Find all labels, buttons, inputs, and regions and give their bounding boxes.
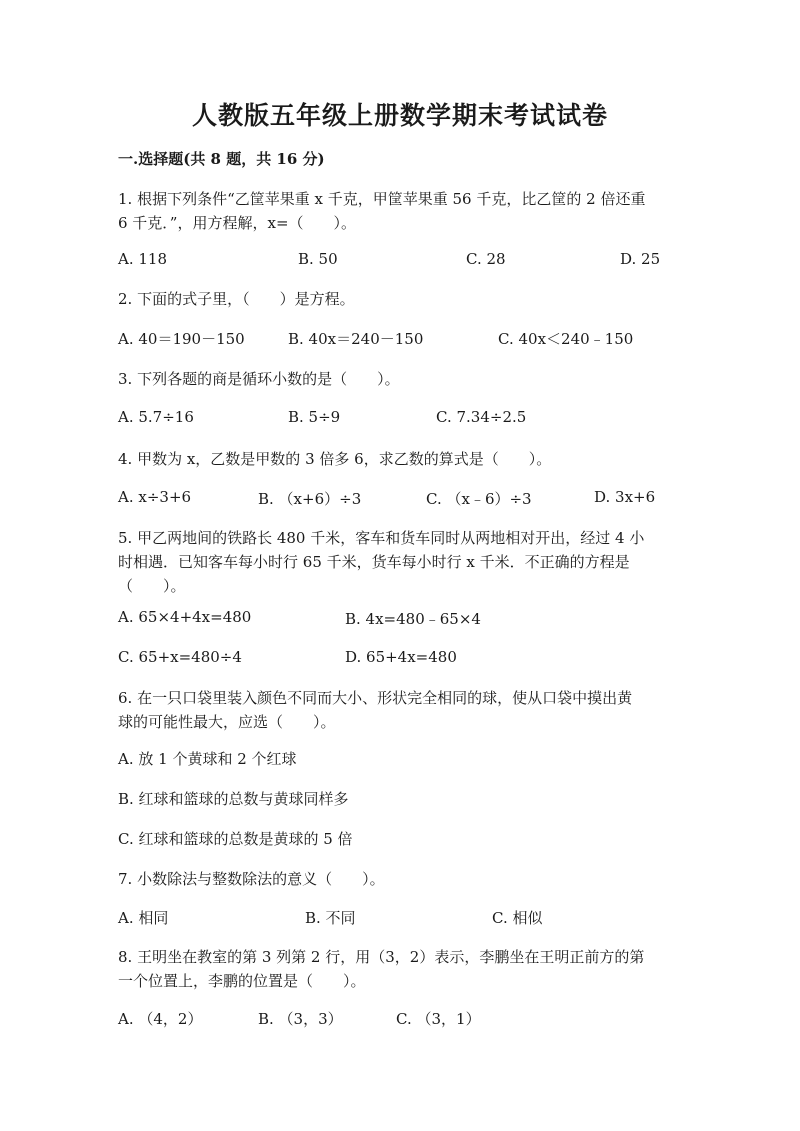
question-3-option-c[interactable]: C. 7.34÷2.5 xyxy=(436,408,527,426)
question-8-option-c[interactable]: C. （3，1） xyxy=(396,1010,481,1028)
question-3-option-b[interactable]: B. 5÷9 xyxy=(288,408,341,426)
page-title: 人教版五年级上册数学期末考试试卷 xyxy=(191,101,608,130)
question-8-text: 8. 王明坐在教室的第 3 列第 2 行，用（3，2）表示，李鹏坐在王明正前方的第 xyxy=(118,948,645,966)
section-heading: 一.选择题(共 8 题，共 16 分) xyxy=(118,150,325,168)
question-5-text: 5. 甲乙两地间的铁路长 480 千米，客车和货车同时从两地相对开出，经过 4 小 xyxy=(118,529,645,547)
question-2-option-c[interactable]: C. 40x＜240﹣150 xyxy=(498,330,634,348)
question-8-option-b[interactable]: B. （3，3） xyxy=(258,1010,343,1028)
question-1-option-b[interactable]: B. 50 xyxy=(298,250,338,268)
question-7-option-a[interactable]: A. 相同 xyxy=(118,909,169,927)
question-7-option-b[interactable]: B. 不同 xyxy=(305,909,356,927)
question-3-option-a[interactable]: A. 5.7÷16 xyxy=(118,408,194,426)
question-6-option-b[interactable]: B. 红球和篮球的总数与黄球同样多 xyxy=(118,790,349,808)
question-1-text: 1. 根据下列条件“乙筐苹果重 x 千克，甲筐苹果重 56 千克，比乙筐的 2 倍还重 xyxy=(118,190,646,208)
question-2-option-a[interactable]: A. 40＝190－150 xyxy=(118,330,245,348)
question-6-text-cont: 球的可能性最大，应选（ ）。 xyxy=(118,713,336,731)
question-5-text-cont2: （ ）。 xyxy=(118,577,186,595)
question-6-option-c[interactable]: C. 红球和篮球的总数是黄球的 5 倍 xyxy=(118,830,353,848)
question-8-option-a[interactable]: A. （4，2） xyxy=(118,1010,203,1028)
question-4-option-d[interactable]: D. 3x+6 xyxy=(594,488,656,506)
question-2-option-b[interactable]: B. 40x＝240－150 xyxy=(288,330,424,348)
question-6-text: 6. 在一只口袋里装入颜色不同而大小、形状完全相同的球，使从口袋中摸出黄 xyxy=(118,689,633,707)
question-5-option-d[interactable]: D. 65+4x=480 xyxy=(345,648,457,666)
question-7-option-c[interactable]: C. 相似 xyxy=(492,909,543,927)
question-4-option-c[interactable]: C. （x﹣6）÷3 xyxy=(426,490,532,508)
question-4-option-a[interactable]: A. x÷3+6 xyxy=(118,488,192,506)
question-1-option-a[interactable]: A. 118 xyxy=(118,250,167,268)
question-5-option-a[interactable]: A. 65×4+4x=480 xyxy=(118,608,252,626)
question-5-option-c[interactable]: C. 65+x=480÷4 xyxy=(118,648,242,666)
question-5-option-b[interactable]: B. 4x=480﹣65×4 xyxy=(345,610,481,628)
question-7-text: 7. 小数除法与整数除法的意义（ ）。 xyxy=(118,870,385,888)
question-8-text-cont: 一个位置上，李鹏的位置是（ ）。 xyxy=(118,972,366,990)
question-1-option-c[interactable]: C. 28 xyxy=(466,250,506,268)
question-1-text-cont: 6 千克．”，用方程解，x=（ ）。 xyxy=(118,214,357,232)
question-4-text: 4. 甲数为 x，乙数是甲数的 3 倍多 6，求乙数的算式是（ ）。 xyxy=(118,450,552,468)
question-3-text: 3. 下列各题的商是循环小数的是（ ）。 xyxy=(118,370,400,388)
question-5-text-cont: 时相遇．已知客车每小时行 65 千米，货车每小时行 x 千米．不正确的方程是 xyxy=(118,553,630,571)
question-2-text: 2. 下面的式子里，（ ）是方程。 xyxy=(118,290,355,308)
question-4-option-b[interactable]: B. （x+6）÷3 xyxy=(258,490,362,508)
question-1-option-d[interactable]: D. 25 xyxy=(620,250,661,268)
question-6-option-a[interactable]: A. 放 1 个黄球和 2 个红球 xyxy=(118,750,297,768)
